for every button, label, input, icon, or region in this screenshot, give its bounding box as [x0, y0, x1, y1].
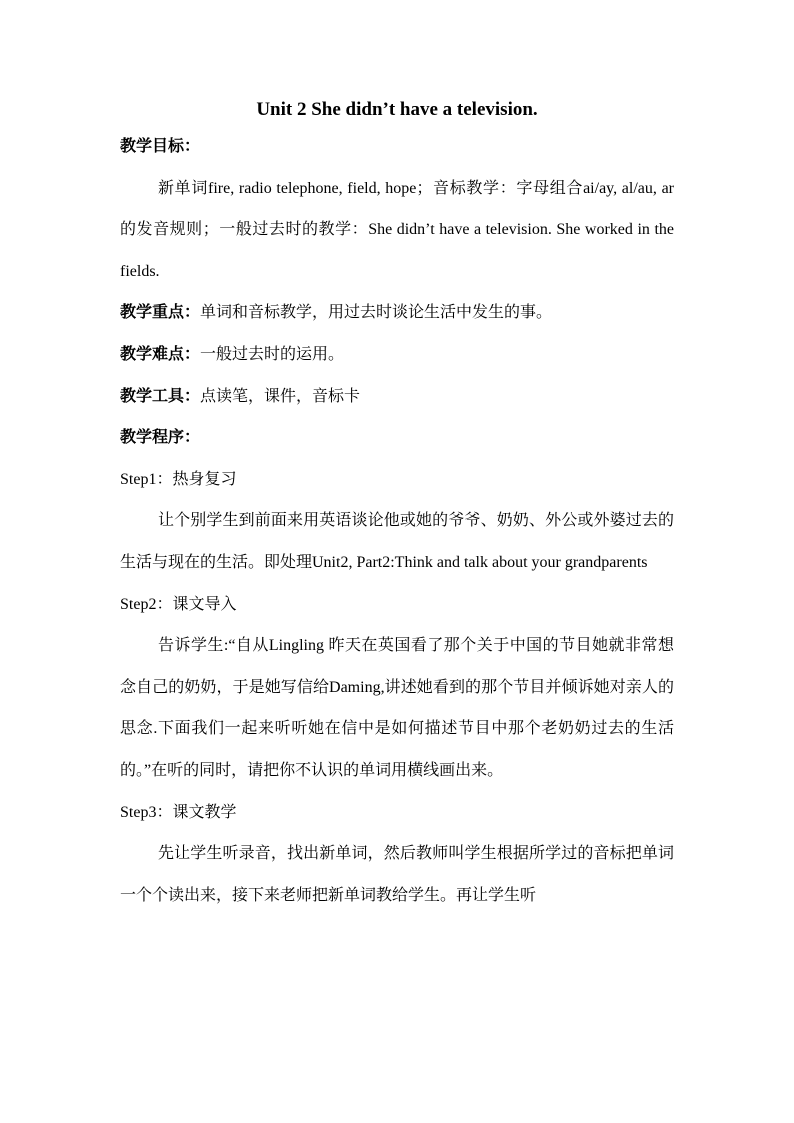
step1-heading: Step1：热身复习 [120, 470, 237, 488]
difficulties-line [120, 334, 674, 376]
tools-text: 点读笔，课件，音标卡 [200, 387, 361, 405]
difficulties-label: 教学难点： [120, 345, 201, 363]
key-points-label: 教学重点： [120, 304, 201, 322]
key-points-text: 单词和音标教学，用过去时谈论生活中发生的事。 [200, 304, 553, 322]
tools-line [120, 376, 674, 418]
difficulties-text: 一般过去时的运用。 [200, 345, 345, 363]
document-title: Unit 2 She didn’t have a television. [256, 99, 538, 120]
step2-heading: Step2：课文导入 [120, 595, 237, 613]
objectives-heading: 教学目标： [120, 138, 201, 155]
step2-paragraph: 告诉学生:“自从Lingling 昨天在英国看了那个关于中国的节目她就非常想念自己的奶奶，于是她写信给Daming,讲述她看到的那个节目并倾诉她对亲人的思念.下面我们一起来听听她在信中是如何描述节目中那个老奶奶过去的生活的。”在听的同时，请把你不认识的单词用横线画出来。 [120, 637, 674, 779]
objectives-paragraph: 新单词fire, radio telephone, field, hope；音标教学：字母组合ai/ay, al/au, ar 的发音规则；一般过去时的教学：She didn’t have a television. She worked in the fields. [120, 179, 674, 280]
document-body [120, 126, 674, 916]
step3-paragraph: 先让学生听录音，找出新单词，然后教师叫学生根据所学过的音标把单词一个个读出来，接下来老师把新单词教给学生。再让学生听 [120, 845, 674, 904]
key-points-line [120, 292, 674, 334]
step1-paragraph: 让个别学生到前面来用英语谈论他或她的爷爷、奶奶、外公或外婆过去的生活与现在的生活。即处理Unit2, Part2:Think and talk about your grandparents [120, 512, 674, 571]
procedure-heading: 教学程序： [120, 429, 201, 447]
step3-heading: Step3：课文教学 [120, 803, 237, 821]
tools-label: 教学工具： [120, 387, 201, 405]
